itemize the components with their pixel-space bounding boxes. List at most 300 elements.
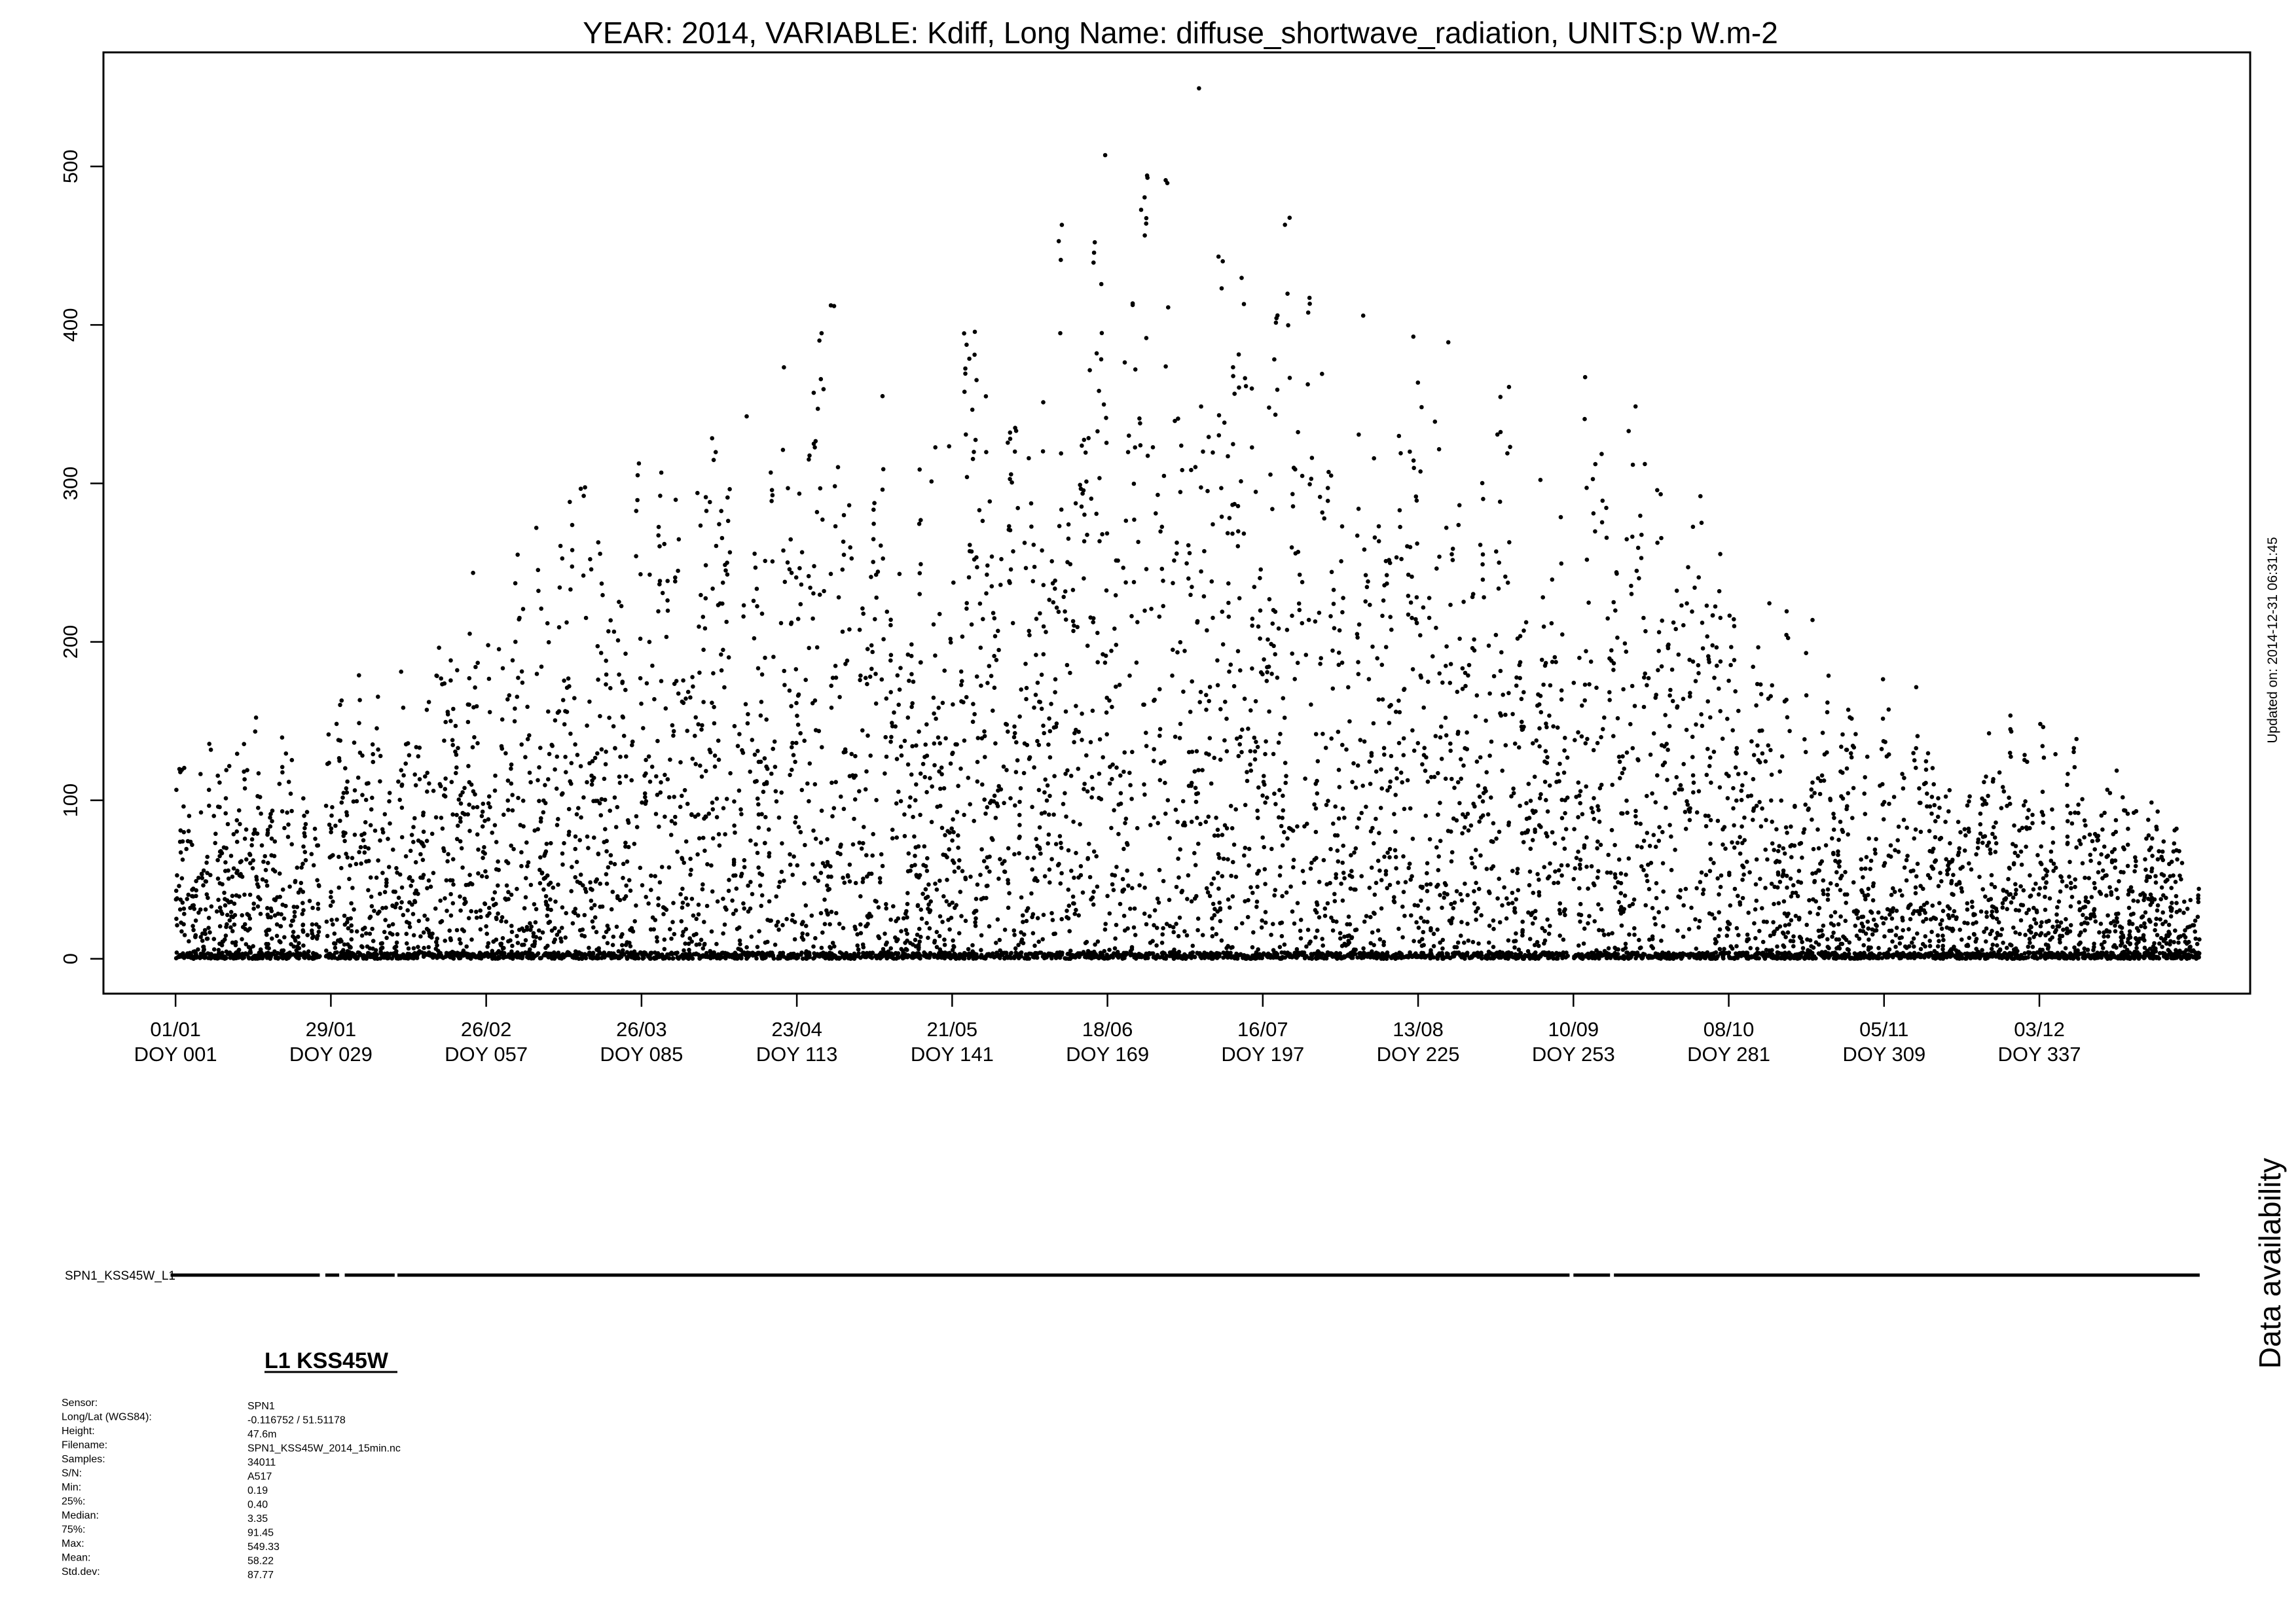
data-point — [542, 876, 547, 881]
data-point — [1341, 844, 1345, 848]
data-point — [268, 824, 273, 829]
data-point — [754, 779, 759, 784]
data-point — [454, 753, 459, 757]
data-point — [1208, 736, 1212, 740]
data-point — [324, 948, 329, 953]
data-point — [604, 672, 609, 677]
data-point — [979, 683, 983, 688]
data-point — [429, 954, 433, 958]
data-point — [688, 695, 693, 700]
data-point — [511, 847, 516, 852]
data-point — [355, 929, 359, 934]
data-point — [337, 855, 341, 859]
data-point — [1161, 950, 1165, 955]
data-point — [400, 886, 405, 890]
data-point — [1002, 801, 1006, 806]
data-point — [1074, 728, 1078, 732]
data-point — [885, 609, 890, 614]
data-point — [201, 883, 206, 888]
data-point — [369, 807, 374, 812]
data-point — [1104, 416, 1108, 420]
data-point — [845, 659, 850, 663]
data-point — [1264, 920, 1268, 925]
data-point — [1008, 431, 1013, 435]
data-point — [384, 880, 389, 885]
data-point — [1377, 869, 1382, 873]
data-point — [1242, 302, 1247, 306]
data-point — [596, 852, 601, 856]
data-point — [876, 569, 881, 574]
data-point — [364, 956, 369, 961]
data-point — [1333, 899, 1338, 903]
data-point — [1079, 873, 1084, 878]
data-point — [548, 920, 553, 924]
data-point — [484, 931, 489, 936]
data-point — [949, 761, 953, 766]
data-point — [938, 934, 942, 939]
data-point — [741, 901, 746, 906]
data-point — [999, 557, 1004, 562]
data-point — [469, 909, 473, 914]
data-point — [1218, 919, 1223, 924]
data-point — [1399, 770, 1404, 775]
data-point — [977, 508, 982, 513]
data-point — [939, 955, 944, 960]
data-point — [617, 672, 621, 677]
data-point — [1256, 947, 1260, 952]
data-point — [907, 804, 912, 809]
data-point — [329, 830, 333, 835]
data-point — [1340, 524, 1345, 529]
data-point — [1251, 930, 1256, 935]
data-point — [670, 920, 675, 924]
data-point — [1156, 493, 1160, 497]
data-point — [964, 695, 969, 700]
data-point — [358, 751, 363, 755]
data-point — [1132, 580, 1137, 585]
data-point — [685, 903, 690, 907]
data-point — [697, 912, 701, 917]
data-point — [757, 812, 761, 817]
data-point — [1292, 677, 1297, 681]
data-point — [1152, 759, 1156, 763]
data-point — [677, 537, 682, 542]
data-point — [1394, 866, 1398, 871]
data-point — [1307, 956, 1312, 960]
data-point — [1211, 522, 1215, 527]
data-point — [802, 738, 807, 743]
data-point — [1166, 305, 1171, 310]
data-point — [1292, 922, 1297, 926]
data-point — [487, 677, 492, 681]
data-point — [399, 900, 404, 905]
data-point — [1017, 952, 1022, 956]
data-point — [1217, 856, 1222, 860]
data-point — [771, 953, 775, 958]
data-point — [1265, 670, 1269, 675]
data-point — [864, 853, 869, 857]
data-point — [985, 681, 990, 685]
data-point — [853, 797, 858, 802]
data-point — [240, 937, 244, 942]
data-point — [807, 799, 811, 804]
data-point — [591, 955, 596, 960]
data-point — [779, 621, 784, 626]
data-point — [691, 757, 695, 761]
data-point — [780, 870, 784, 875]
data-point — [614, 825, 619, 829]
data-point — [1042, 624, 1046, 629]
data-point — [1114, 765, 1119, 770]
data-point — [837, 695, 842, 700]
data-point — [1024, 697, 1029, 702]
data-point — [829, 910, 834, 914]
data-point — [877, 905, 881, 910]
data-point — [1246, 727, 1250, 731]
data-point — [1254, 490, 1258, 494]
data-point — [982, 797, 987, 802]
data-point — [242, 770, 246, 774]
data-point — [443, 787, 448, 791]
data-point — [1312, 803, 1317, 807]
data-point — [560, 905, 565, 910]
data-point — [536, 568, 541, 573]
data-point — [224, 956, 228, 960]
data-point — [1270, 507, 1275, 511]
data-point — [1059, 871, 1064, 876]
data-point — [1389, 628, 1394, 632]
data-point — [990, 554, 994, 559]
data-point — [1231, 374, 1235, 378]
data-point — [1254, 699, 1258, 704]
data-point — [913, 798, 918, 803]
data-point — [304, 858, 308, 863]
data-point — [401, 773, 406, 778]
data-point — [583, 913, 587, 918]
data-point — [1152, 698, 1157, 702]
data-point — [310, 852, 314, 857]
data-point — [364, 859, 369, 864]
data-point — [804, 924, 809, 928]
data-point — [1216, 951, 1221, 956]
data-point — [1047, 833, 1051, 837]
data-point — [757, 760, 761, 765]
data-point — [857, 789, 862, 794]
data-point — [1014, 740, 1019, 745]
data-point — [1178, 722, 1183, 727]
data-point — [748, 770, 752, 774]
data-point — [1133, 907, 1137, 911]
data-point — [861, 880, 866, 884]
data-point — [1036, 681, 1040, 685]
data-point — [930, 479, 934, 484]
data-point — [565, 685, 570, 690]
data-point — [774, 924, 779, 928]
data-point — [585, 780, 589, 785]
data-point — [801, 937, 806, 942]
data-point — [369, 823, 373, 827]
data-point — [1160, 567, 1165, 571]
data-point — [600, 593, 605, 598]
data-point — [387, 799, 392, 804]
data-point — [1324, 803, 1329, 807]
data-point — [293, 914, 297, 919]
data-point — [1356, 660, 1360, 664]
data-point — [1337, 816, 1341, 821]
data-point — [644, 758, 648, 763]
data-point — [1221, 642, 1226, 647]
data-point — [1082, 576, 1086, 581]
data-point — [807, 458, 811, 462]
data-point — [346, 917, 350, 922]
data-point — [697, 903, 701, 907]
data-point — [1274, 955, 1279, 960]
data-point — [1342, 876, 1347, 880]
data-point — [1142, 702, 1146, 707]
data-point — [1173, 734, 1178, 739]
data-point — [780, 841, 784, 846]
data-point — [529, 883, 534, 888]
data-point — [1032, 765, 1036, 770]
data-point — [567, 807, 572, 812]
data-point — [1248, 763, 1252, 767]
data-point — [790, 918, 795, 923]
data-point — [864, 955, 869, 960]
data-point — [509, 767, 513, 771]
data-point — [691, 685, 695, 689]
data-point — [947, 928, 952, 932]
data-point — [1091, 903, 1096, 907]
data-point — [921, 762, 926, 767]
data-point — [894, 835, 899, 840]
data-point — [731, 873, 736, 878]
data-point — [930, 820, 934, 825]
data-point — [1082, 539, 1087, 544]
data-point — [950, 839, 955, 843]
data-point — [1127, 674, 1132, 678]
data-point — [194, 894, 198, 899]
data-point — [1144, 336, 1149, 340]
data-point — [759, 904, 763, 909]
data-point — [812, 956, 817, 960]
data-point — [1123, 581, 1128, 585]
data-point — [425, 708, 429, 712]
data-point — [797, 492, 802, 496]
data-point — [1384, 873, 1389, 877]
data-point — [848, 879, 852, 884]
data-point — [280, 765, 285, 770]
data-point — [198, 772, 203, 776]
data-point — [721, 931, 725, 936]
data-point — [1319, 656, 1323, 660]
data-point — [1040, 707, 1044, 712]
data-point — [1264, 739, 1268, 744]
data-point — [686, 690, 691, 695]
data-point — [841, 539, 846, 544]
data-point — [896, 789, 901, 794]
data-point — [752, 599, 756, 604]
data-point — [1185, 897, 1190, 901]
data-point — [1128, 783, 1133, 787]
data-point — [665, 598, 670, 603]
data-point — [822, 589, 826, 594]
data-point — [215, 774, 220, 778]
data-point — [1263, 801, 1267, 805]
data-point — [1236, 649, 1241, 654]
data-point — [553, 718, 558, 723]
data-point — [864, 787, 868, 792]
data-point — [1015, 758, 1020, 763]
data-point — [689, 813, 694, 818]
data-point — [646, 901, 651, 906]
data-point — [1204, 708, 1209, 712]
data-point — [1137, 883, 1142, 888]
data-point — [922, 844, 927, 849]
data-point — [301, 943, 306, 948]
data-point — [1255, 885, 1260, 890]
data-point — [257, 771, 261, 776]
data-point — [592, 903, 597, 908]
data-point — [1118, 683, 1122, 687]
data-point — [1309, 477, 1314, 481]
data-point — [496, 859, 500, 864]
data-point — [938, 878, 942, 883]
data-point — [1313, 619, 1318, 624]
data-point — [1318, 662, 1322, 666]
data-point — [996, 876, 1001, 881]
data-point — [552, 950, 556, 955]
data-point — [962, 389, 967, 394]
data-point — [771, 655, 776, 659]
data-point — [795, 953, 800, 958]
data-point — [790, 741, 795, 746]
data-point — [1273, 412, 1278, 417]
data-point — [1109, 826, 1114, 831]
data-point — [661, 591, 665, 596]
data-point — [943, 943, 947, 947]
data-point — [493, 789, 498, 793]
data-point — [504, 920, 509, 924]
data-point — [429, 884, 433, 889]
data-point — [1378, 937, 1383, 942]
data-point — [1350, 875, 1355, 879]
data-point — [702, 848, 707, 853]
data-point — [896, 674, 900, 678]
data-point — [1402, 688, 1406, 693]
data-point — [1181, 689, 1186, 694]
data-point — [1361, 947, 1366, 951]
data-point — [866, 922, 870, 926]
data-point — [570, 523, 575, 528]
data-point — [1262, 782, 1267, 787]
data-point — [808, 586, 812, 590]
data-point — [657, 825, 661, 829]
data-point — [968, 802, 972, 806]
data-point — [704, 769, 708, 774]
data-point — [1380, 614, 1385, 619]
data-point — [422, 829, 426, 834]
data-point — [496, 884, 500, 888]
data-point — [1376, 928, 1381, 933]
data-point — [1326, 486, 1330, 490]
data-point — [425, 789, 429, 794]
data-point — [317, 884, 321, 888]
data-point — [493, 890, 498, 895]
data-point — [590, 888, 594, 892]
data-point — [228, 918, 232, 923]
data-point — [436, 948, 441, 953]
data-point — [1118, 774, 1123, 778]
data-point — [902, 812, 907, 817]
data-point — [884, 956, 889, 961]
data-point — [621, 876, 625, 880]
data-point — [853, 754, 858, 759]
data-point — [181, 922, 186, 927]
data-point — [509, 844, 513, 848]
data-point — [338, 703, 342, 708]
data-point — [782, 878, 786, 883]
data-point — [251, 944, 255, 948]
data-point — [511, 808, 515, 813]
data-point — [807, 574, 811, 579]
data-point — [501, 947, 505, 951]
data-point — [568, 732, 573, 736]
data-point — [1080, 444, 1084, 448]
data-point — [994, 801, 999, 806]
data-point — [1277, 788, 1282, 793]
data-point — [828, 864, 833, 869]
data-point — [820, 518, 825, 522]
data-point — [696, 722, 701, 727]
data-point — [209, 748, 213, 752]
data-point — [1307, 302, 1312, 306]
data-point — [591, 919, 595, 924]
data-point — [276, 951, 280, 956]
data-point — [662, 542, 666, 547]
data-point — [222, 891, 227, 895]
data-point — [771, 559, 775, 564]
data-point — [1250, 891, 1255, 895]
data-point — [1333, 833, 1338, 838]
data-point — [1216, 683, 1220, 688]
data-point — [1007, 579, 1011, 584]
data-point — [1180, 468, 1184, 473]
data-point — [1162, 474, 1167, 478]
data-point — [1175, 954, 1180, 959]
data-point — [1328, 847, 1333, 852]
data-point — [1338, 931, 1343, 935]
data-point — [1099, 357, 1104, 362]
data-point — [182, 766, 187, 770]
data-point — [975, 882, 980, 887]
data-point — [206, 937, 210, 941]
data-point — [1082, 438, 1087, 442]
data-point — [847, 627, 852, 632]
data-point — [940, 826, 945, 831]
data-point — [534, 526, 539, 530]
data-point — [909, 672, 914, 677]
data-point — [399, 768, 404, 772]
data-point — [1346, 685, 1351, 690]
data-point — [301, 908, 306, 912]
data-point — [1242, 532, 1247, 536]
data-point — [218, 924, 223, 929]
data-point — [517, 616, 522, 621]
data-point — [422, 914, 427, 918]
data-point — [993, 616, 997, 621]
data-point — [205, 855, 210, 859]
data-point — [1025, 686, 1029, 691]
